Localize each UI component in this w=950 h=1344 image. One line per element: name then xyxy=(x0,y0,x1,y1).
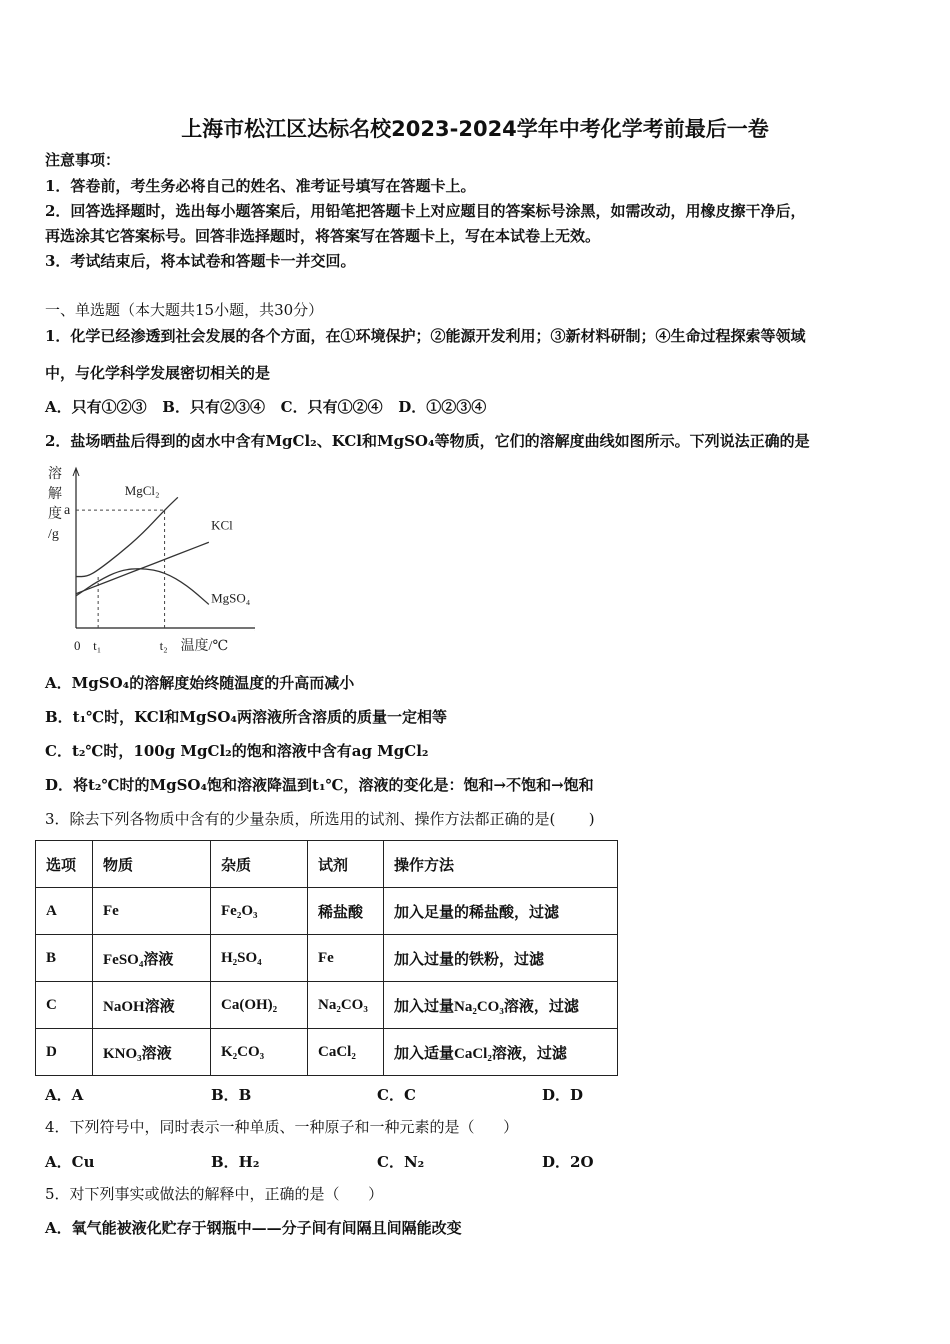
q4-option-b: B．H₂ xyxy=(211,1153,260,1171)
table-cell: 稀盐酸 xyxy=(308,888,384,935)
series-label-mgcl2: MgCl₂ xyxy=(124,483,160,499)
q2-option-c: C．t₂℃时，100g MgCl₂的饱和溶液中含有ag MgCl₂ xyxy=(45,742,429,760)
table-header-cell: 试剂 xyxy=(308,841,384,888)
q1-stem-line2: 中，与化学科学发展密切相关的是 xyxy=(45,364,271,382)
q3-option-b: B．B xyxy=(211,1086,252,1104)
q5-stem: 5．对下列事实或做法的解释中，正确的是（ ） xyxy=(45,1185,384,1203)
table-cell: H₂SO₄ xyxy=(211,935,308,982)
table-cell: NaOH溶液 xyxy=(93,982,211,1029)
notice-heading: 注意事项： xyxy=(45,151,121,169)
section-heading: 一、单选题（本大题共15小题，共30分） xyxy=(45,301,324,319)
notice-item: 3．考试结束后，将本试卷和答题卡一并交回。 xyxy=(45,252,356,270)
q1-stem-line1: 1．化学已经渗透到社会发展的各个方面，在①环境保护；②能源开发利用；③新材料研制；④生命过程探索等领域 xyxy=(45,327,806,345)
table-row xyxy=(36,888,618,935)
q4-option-a: A．Cu xyxy=(45,1153,95,1171)
series-label-mgso4: MgSO₄ xyxy=(211,590,251,606)
table-cell: Fe₂O₃ xyxy=(211,888,308,935)
y-axis-label: 解 xyxy=(48,487,62,502)
origin-label: 0 xyxy=(74,638,81,653)
table-header-cell: 物质 xyxy=(93,841,211,888)
chart-axes xyxy=(73,468,255,631)
q3-option-d: D．D xyxy=(542,1086,584,1104)
table-cell: C xyxy=(36,982,93,1029)
table-cell: Fe xyxy=(308,935,384,982)
table-cell: Ca(OH)₂ xyxy=(211,982,308,1029)
table-header-cell: 选项 xyxy=(36,841,93,888)
q3-stem: 3．除去下列各物质中含有的少量杂质，所选用的试剂、操作方法都正确的是( ) xyxy=(45,810,595,828)
x-axis-label: 温度/℃ xyxy=(180,639,229,654)
q2-option-d: D．将t₂℃时的MgSO₄饱和溶液降温到t₁℃，溶液的变化是：饱和→不饱和→饱和 xyxy=(45,776,594,794)
q3-option-a: A．A xyxy=(45,1086,84,1104)
y-axis-label: 度 xyxy=(48,507,62,522)
table-cell: Fe xyxy=(93,888,211,935)
table-cell: 加入过量Na₂CO₃溶液，过滤 xyxy=(384,982,618,1029)
table-cell: B xyxy=(36,935,93,982)
q1-options: A．只有①②③ B．只有②③④ C．只有①②④ D．①②③④ xyxy=(45,398,487,416)
table-cell: FeSO₄溶液 xyxy=(93,935,211,982)
table-row xyxy=(36,935,618,982)
solubility-chart xyxy=(40,460,255,660)
notice-item: 2．回答选择题时，选出每小题答案后，用铅笔把答题卡上对应题目的答案标号涂黑，如需改动，用橡皮擦干净后， xyxy=(45,202,806,220)
series-label-kcl: KCl xyxy=(211,517,233,533)
x-tick-t1: t₁ xyxy=(93,638,102,653)
q5-option-a: A．氧气能被液化贮存于钢瓶中——分子间有间隔且间隔能改变 xyxy=(45,1219,462,1237)
table-row xyxy=(36,982,618,1029)
q2-stem: 2．盐场晒盐后得到的卤水中含有MgCl₂、KCl和MgSO₄等物质，它们的溶解度曲线如图所示。下列说法正确的是 xyxy=(45,432,810,450)
table-cell: K₂CO₃ xyxy=(211,1029,308,1076)
y-axis-label: /g xyxy=(48,527,59,542)
notice-item: 再选涂其它答案标号。回答非选择题时，将答案写在答题卡上，写在本试卷上无效。 xyxy=(45,227,601,245)
table-header-cell: 操作方法 xyxy=(384,841,618,888)
table-cell: CaCl₂ xyxy=(308,1029,384,1076)
y-axis-label: 溶 xyxy=(48,467,62,482)
table-row xyxy=(36,1029,618,1076)
q3-table xyxy=(35,840,618,1076)
q4-option-d: D．2O xyxy=(542,1153,594,1171)
q3-option-c: C．C xyxy=(377,1086,416,1104)
table-cell: KNO₃溶液 xyxy=(93,1029,211,1076)
q4-stem: 4．下列符号中，同时表示一种单质、一种原子和一种元素的是（ ） xyxy=(45,1118,519,1136)
page-title: 上海市松江区达标名校2023-2024学年中考化学考前最后一卷 xyxy=(181,117,769,141)
q2-option-a: A．MgSO₄的溶解度始终随温度的升高而减小 xyxy=(45,674,355,692)
x-tick-t2: t₂ xyxy=(159,638,168,653)
table-cell: A xyxy=(36,888,93,935)
table-cell: D xyxy=(36,1029,93,1076)
q2-option-b: B．t₁℃时，KCl和MgSO₄两溶液所含溶质的质量一定相等 xyxy=(45,708,447,726)
a-marker: a xyxy=(64,503,71,519)
table-cell: 加入过量的铁粉，过滤 xyxy=(384,935,618,982)
notice-item: 1．答卷前，考生务必将自己的姓名、准考证号填写在答题卡上。 xyxy=(45,177,476,195)
table-header-row xyxy=(36,841,618,888)
q4-option-c: C．N₂ xyxy=(377,1153,425,1171)
table-cell: 加入适量CaCl₂溶液，过滤 xyxy=(384,1029,618,1076)
table-cell: 加入足量的稀盐酸，过滤 xyxy=(384,888,618,935)
table-cell: Na₂CO₃ xyxy=(308,982,384,1029)
series-line-0 xyxy=(76,497,178,576)
table-header-cell: 杂质 xyxy=(211,841,308,888)
series-line-1 xyxy=(76,542,209,593)
